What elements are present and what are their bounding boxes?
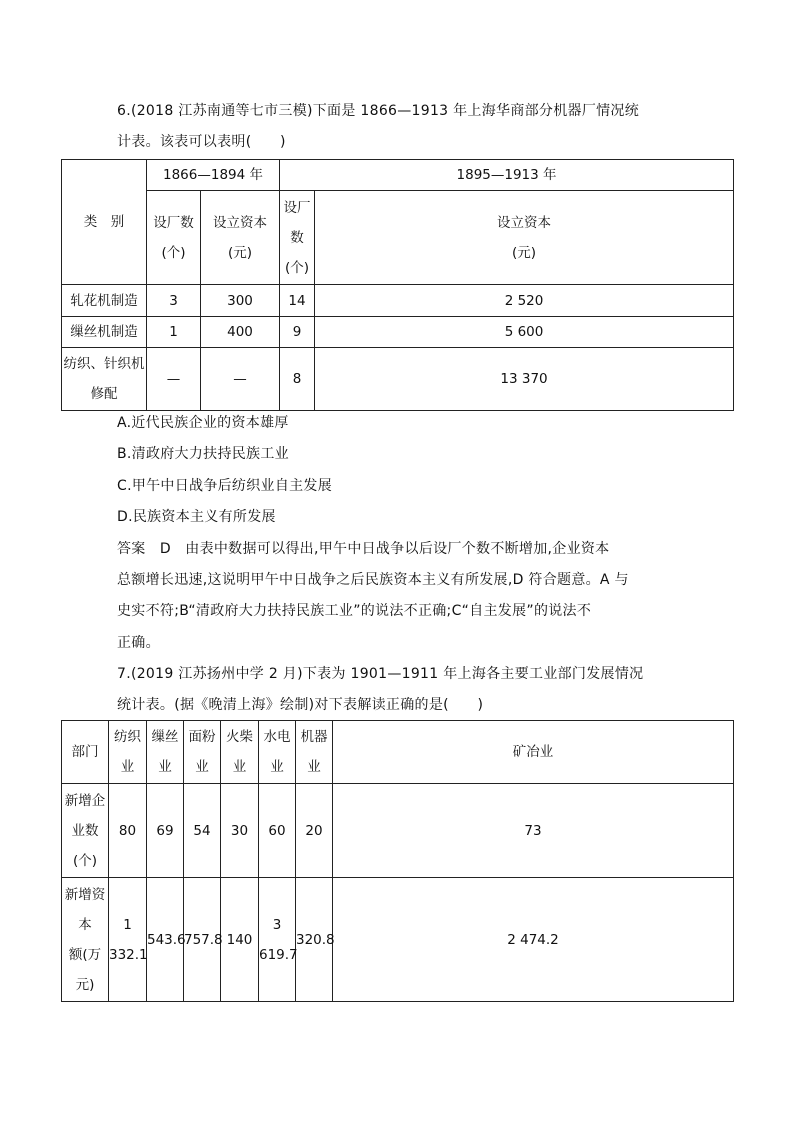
q6-cell: 2 520 bbox=[315, 285, 734, 317]
q6-period-b: 1895—1913 年 bbox=[280, 160, 734, 191]
q6-cell: 5 600 bbox=[315, 317, 734, 348]
q7-cell: 80 bbox=[109, 784, 147, 878]
q6-stem-line1: 6.(2018 江苏南通等七市三模)下面是 1866—1913 年上海华商部分机器厂情况统 bbox=[117, 103, 640, 119]
q6-cell: 3 bbox=[147, 285, 201, 317]
q7-sector: 火柴 业 bbox=[221, 721, 259, 784]
q7-stem-line2: 统计表。(据《晚清上海》绘制)对下表解读正确的是( ) bbox=[117, 697, 484, 713]
q6-col-capital-b: 设立资本 (元) bbox=[315, 191, 734, 285]
q6-option-b: B.清政府大力扶持民族工业 bbox=[117, 446, 289, 462]
table-row bbox=[62, 317, 734, 348]
q6-answer-line3: 史实不符;B“清政府大力扶持民族工业”的说法不正确;C“自主发展”的说法不 bbox=[117, 603, 592, 619]
table-row bbox=[62, 348, 734, 411]
q6-cell: 400 bbox=[201, 317, 280, 348]
q6-category-header: 类 别 bbox=[62, 160, 147, 285]
q6-cell: — bbox=[147, 348, 201, 411]
q7-cell: 73 bbox=[333, 784, 734, 878]
q7-row-label: 新增资 本 额(万 元) bbox=[62, 878, 109, 1002]
q6-cell: 13 370 bbox=[315, 348, 734, 411]
q6-row-category: 纺织、针织机 修配 bbox=[62, 348, 147, 411]
q6-row-category: 轧花机制造 bbox=[62, 285, 147, 317]
q7-sector: 面粉 业 bbox=[184, 721, 221, 784]
q6-option-c: C.甲午中日战争后纺织业自主发展 bbox=[117, 478, 333, 494]
q7-cell: 1 332.1 bbox=[109, 878, 147, 1002]
q7-sector: 缫丝 业 bbox=[147, 721, 184, 784]
q6-col-capital-a: 设立资本 (元) bbox=[201, 191, 280, 285]
q7-header-label: 部门 bbox=[62, 721, 109, 784]
q7-stem-line1: 7.(2019 江苏扬州中学 2 月)下表为 1901—1911 年上海各主要工业部门发展情况 bbox=[117, 666, 644, 682]
q6-period-a: 1866—1894 年 bbox=[147, 160, 280, 191]
q6-answer-line2: 总额增长迅速,这说明甲午中日战争之后民族资本主义有所发展,D 符合题意。A 与 bbox=[117, 572, 629, 588]
q6-answer-line1: 答案 D 由表中数据可以得出,甲午中日战争以后设厂个数不断增加,企业资本 bbox=[117, 541, 610, 557]
q7-cell: 757.8 bbox=[184, 878, 221, 1002]
q7-cell: 2 474.2 bbox=[333, 878, 734, 1002]
table-row bbox=[62, 285, 734, 317]
q7-sector: 纺织 业 bbox=[109, 721, 147, 784]
q7-cell: 30 bbox=[221, 784, 259, 878]
q6-option-a: A.近代民族企业的资本雄厚 bbox=[117, 415, 289, 431]
q6-cell: 300 bbox=[201, 285, 280, 317]
q6-row-category: 缫丝机制造 bbox=[62, 317, 147, 348]
q7-cell: 3 619.7 bbox=[259, 878, 296, 1002]
table-row bbox=[62, 784, 734, 878]
q6-cell: — bbox=[201, 348, 280, 411]
q7-sector: 水电 业 bbox=[259, 721, 296, 784]
q7-cell: 20 bbox=[296, 784, 333, 878]
q6-cell: 8 bbox=[280, 348, 315, 411]
q6-cell: 9 bbox=[280, 317, 315, 348]
q6-stem-line2: 计表。该表可以表明( ) bbox=[117, 134, 286, 150]
q7-table bbox=[61, 720, 734, 1002]
q6-col-factories-a: 设厂数 (个) bbox=[147, 191, 201, 285]
q6-table bbox=[61, 159, 734, 411]
q7-cell: 543.6 bbox=[147, 878, 184, 1002]
q7-cell: 69 bbox=[147, 784, 184, 878]
q7-cell: 140 bbox=[221, 878, 259, 1002]
q7-sector: 机器 业 bbox=[296, 721, 333, 784]
q7-cell: 60 bbox=[259, 784, 296, 878]
q7-cell: 320.8 bbox=[296, 878, 333, 1002]
q6-answer-line4: 正确。 bbox=[117, 635, 160, 651]
q7-row-label: 新增企 业数 (个) bbox=[62, 784, 109, 878]
q7-sector: 矿冶业 bbox=[333, 721, 734, 784]
q7-cell: 54 bbox=[184, 784, 221, 878]
q6-cell: 1 bbox=[147, 317, 201, 348]
table-row bbox=[62, 878, 734, 1002]
q6-option-d: D.民族资本主义有所发展 bbox=[117, 509, 276, 525]
q6-col-factories-b: 设厂 数 (个) bbox=[280, 191, 315, 285]
q6-cell: 14 bbox=[280, 285, 315, 317]
